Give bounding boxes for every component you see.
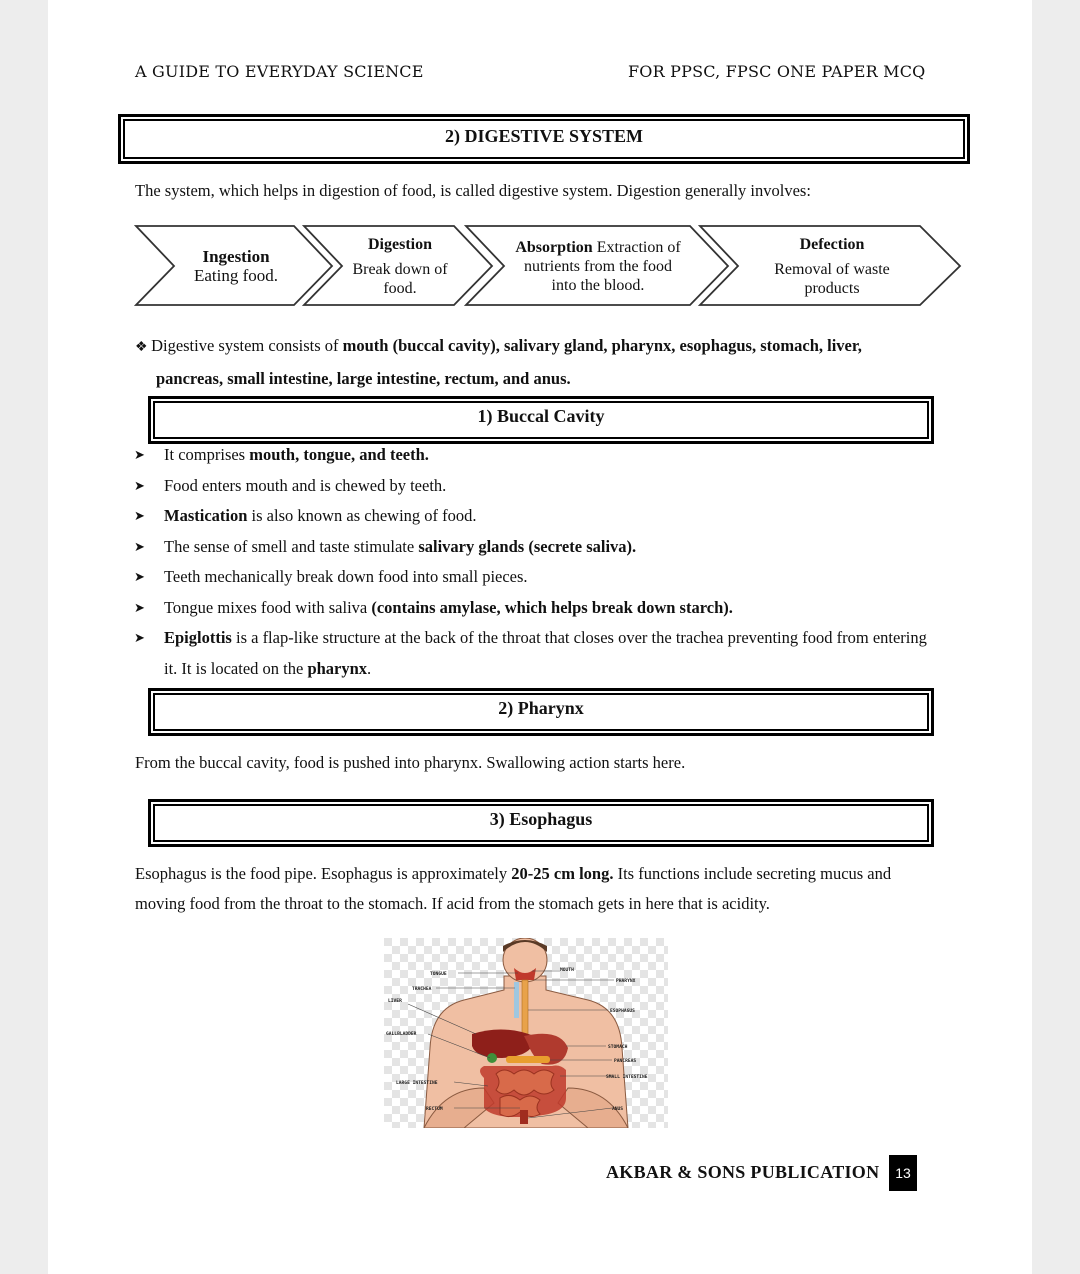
esophagus-heading: 3) Esophagus: [489, 809, 593, 829]
label-liver: LIVER: [388, 999, 402, 1004]
stage-digestion: [344, 235, 456, 298]
bullet-bold: mouth, tongue, and teeth.: [249, 445, 429, 464]
buccal-heading: 1) Buccal Cavity: [477, 406, 605, 426]
section-title-box: [118, 114, 970, 164]
list-item: [134, 623, 934, 684]
bullet-bold: pharynx: [307, 658, 368, 678]
running-header-left: A GUIDE TO EVERYDAY SCIENCE: [135, 62, 424, 81]
pharynx-heading-box: [148, 688, 934, 736]
bullet-text: Tongue mixes food with saliva: [164, 597, 372, 617]
bullet-text: It comprises: [164, 445, 250, 464]
consists-paragraph: [135, 330, 916, 394]
bullet-text: is also known as chewing of food.: [247, 506, 477, 525]
stage-absorption: [510, 238, 686, 295]
label-gallbladder: GALLBLADDER: [386, 1032, 417, 1037]
label-stomach: STOMACH: [608, 1045, 628, 1050]
stage-ingestion-desc: Eating food.: [193, 266, 279, 285]
list-item: [134, 532, 934, 563]
esophagus-heading-box: [148, 799, 934, 847]
arrow-bullet-icon: ➤: [134, 477, 145, 493]
consists-organs: mouth (buccal cavity), salivary gland, pharynx, esophagus, stomach, liver, pancreas, small intestine, large intestine, rectum, and anus.: [156, 336, 862, 388]
label-pharynx: PHARYNX: [616, 979, 636, 984]
label-small-intestine: SMALL INTESTINE: [606, 1075, 648, 1080]
buccal-bullet-list: [134, 440, 934, 684]
esophagus-length: 20-25 cm long.: [511, 864, 614, 883]
label-mouth: MOUTH: [560, 968, 574, 973]
arrow-bullet-icon: ➤: [134, 630, 145, 645]
section-title: 2) DIGESTIVE SYSTEM: [444, 126, 644, 146]
stage-absorption-title: Absorption: [515, 239, 593, 256]
pharynx-paragraph: From the buccal cavity, food is pushed into pharynx. Swallowing action starts here.: [135, 753, 686, 772]
bullet-bold: Mastication: [164, 506, 248, 525]
arrow-bullet-icon: ➤: [134, 538, 145, 554]
arrow-bullet-icon: ➤: [134, 447, 145, 462]
bullet-text: Food enters mouth and is chewed by teeth.: [164, 475, 447, 495]
label-rectum: RECTUM: [426, 1107, 443, 1112]
list-item: [134, 501, 934, 532]
diamond-bullet-icon: ❖: [135, 340, 152, 355]
consists-prefix: Digestive system consists of: [151, 336, 343, 355]
bullet-bold: Epiglottis: [164, 628, 232, 647]
stage-absorption-desc: Extraction of nutrients from the food into the blood.: [524, 239, 681, 294]
bullet-bold: salivary glands (secrete saliva).: [418, 536, 637, 556]
list-item: [134, 593, 934, 624]
arrow-bullet-icon: ➤: [134, 508, 145, 523]
intro-paragraph: The system, which helps in digestion of food, is called digestive system. Digestion generally involves:: [135, 181, 811, 200]
stage-ingestion-title: Ingestion: [202, 247, 270, 266]
label-large-intestine: LARGE INTESTINE: [396, 1081, 438, 1086]
list-item: [134, 440, 934, 471]
pharynx-heading: 2) Pharynx: [498, 698, 584, 718]
label-pancreas: PANCREAS: [614, 1059, 637, 1064]
digestive-system-diagram: [384, 938, 668, 1128]
bullet-text: is a flap-like structure at the back of the throat that closes over the trachea preventing food from entering it. It is located on the: [164, 628, 927, 678]
label-trachea: TRACHEA: [412, 987, 432, 992]
label-tongue: TONGUE: [430, 972, 447, 977]
page-number: 13: [889, 1155, 917, 1191]
esophagus-paragraph: [135, 859, 935, 919]
stage-defection: [756, 235, 908, 298]
stage-digestion-desc: Break down of food.: [352, 261, 448, 297]
stage-defection-title: Defection: [799, 236, 865, 253]
esophagus-text: Its functions include secreting mucus and moving food from the throat to the stomach. If acid from the stomach gets in here that is acidity.: [135, 864, 892, 913]
running-header-right: FOR PPSC, FPSC ONE PAPER MCQ: [628, 62, 926, 81]
bullet-text: .: [367, 658, 372, 678]
bullet-text: Teeth mechanically break down food into small pieces.: [164, 567, 528, 586]
arrow-bullet-icon: ➤: [134, 569, 145, 584]
list-item: [134, 562, 934, 593]
label-esophagus: ESOPHAGUS: [610, 1009, 635, 1014]
bullet-bold: (contains amylase, which helps break down starch).: [371, 597, 733, 617]
stage-defection-desc: Removal of waste products: [774, 261, 890, 297]
esophagus-text: Esophagus is the food pipe. Esophagus is approximately: [135, 864, 512, 883]
buccal-heading-box: [148, 396, 934, 444]
arrow-bullet-icon: ➤: [134, 599, 145, 615]
document-page: [48, 0, 1032, 1274]
stage-ingestion: [176, 247, 296, 285]
label-anus: ANUS: [612, 1107, 624, 1112]
footer-publisher: AKBAR & SONS PUBLICATION: [606, 1162, 880, 1182]
stage-digestion-title: Digestion: [368, 236, 432, 253]
bullet-text: The sense of smell and taste stimulate: [164, 536, 419, 556]
list-item: [134, 471, 934, 502]
